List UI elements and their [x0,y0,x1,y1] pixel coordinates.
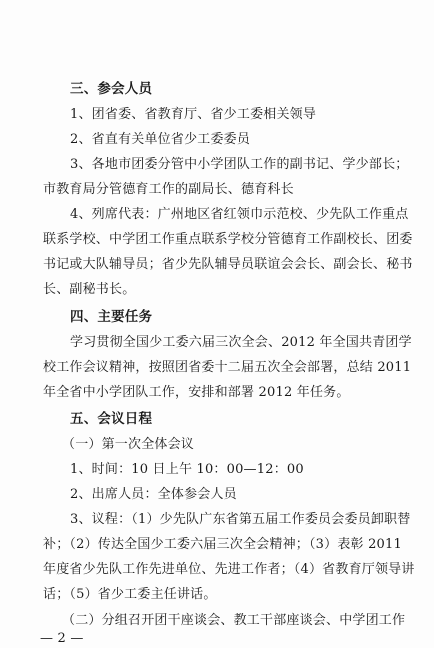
schedule-item-continuation: 话；（5）省少工委主任讲话。 [43,587,217,602]
attendee-item-continuation: 市教育局分管德育工作的副局长、德育科长 [43,182,294,197]
section-heading-schedule: 五、会议日程 [70,411,153,427]
schedule-subheading: （二）分组召开团干座谈会、教工干部座谈会、中学团工作 [62,613,406,628]
attendee-item-continuation: 书记或大队辅导员；省少先队辅导员联谊会会长、副会长、秘书 [43,257,413,272]
attendee-item-continuation: 联系学校、中学团工作重点联系学校分管德育工作副校长、团委 [43,232,413,247]
section-heading-attendees: 三、参会人员 [70,81,153,97]
attendee-item: 2、省直有关单位省少工委委员 [70,132,251,147]
page-number: — 2 — [40,631,84,646]
schedule-item: 3、议程：（1）少先队广东省第五届工作委员会委员卸职替 [70,512,411,527]
section-heading-tasks: 四、主要任务 [70,309,153,325]
attendee-item: 3、各地市团委分管中小学团队工作的副书记、学少部长； [70,157,409,172]
tasks-paragraph-line: 年全省中小学团队工作，安排和部署 2012 年任务。 [43,385,350,400]
schedule-item-continuation: 补；（2）传达全国少工委六届三次全会精神；（3）表彰 2011 [43,537,402,552]
attendee-item: 1、团省委、省教育厅、省少工委相关领导 [70,107,317,122]
schedule-item: 1、时间：10 日上午 10：00—12：00 [70,462,304,477]
tasks-paragraph-line: 校工作会议精神，按照团省委十二届五次全会部署，总结 2011 [43,360,412,375]
schedule-item: 2、出席人员：全体参会人员 [70,487,237,502]
schedule-item-continuation: 年度省少先队工作先进单位、先进工作者；（4）省教育厅领导讲 [43,562,415,577]
attendee-item: 4、列席代表：广州地区省红领巾示范校、少先队工作重点 [70,207,409,222]
schedule-subheading: （一）第一次全体会议 [62,437,195,452]
attendee-item-continuation: 长、副秘书长。 [43,282,136,297]
tasks-paragraph-line: 学习贯彻全国少工委六届三次全会、2012 年全国共青团学 [70,335,412,350]
